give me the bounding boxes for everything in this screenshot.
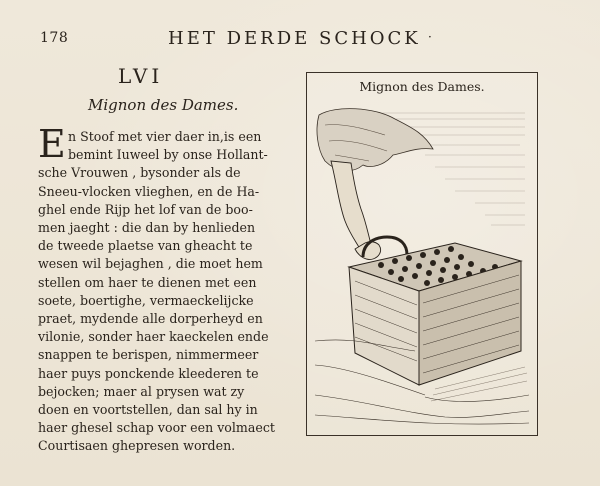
body-line: vilonie, sonder haer kaeckelen ende xyxy=(38,329,269,345)
body-line: bejocken; maer al prysen wat zy xyxy=(38,383,245,399)
body-line: n Stoof met vier daer in,is een xyxy=(68,129,262,144)
arm xyxy=(331,161,373,255)
body-line: soete, boertighe, vermaeckelijcke xyxy=(38,292,254,308)
body-line: sche Vrouwen , bysonder als de xyxy=(38,165,241,181)
engraving-figure xyxy=(306,72,538,436)
running-head-mark: · xyxy=(428,30,432,44)
body-line: bemint Iuweel by onse Hollant- xyxy=(68,147,268,163)
body-line: de tweede plaetse van gheacht te xyxy=(38,238,253,254)
figure-caption: Mignon des Dames. xyxy=(359,79,485,94)
foot-stove-engraving xyxy=(315,105,529,432)
drop-cap: E xyxy=(38,122,66,166)
body-text xyxy=(38,128,278,456)
body-line: stellen om haer te dienen met een xyxy=(38,274,257,290)
chapter-subtitle: Mignon des Dames. xyxy=(88,96,239,114)
body-line: praet, mydende alle dorperheyd en xyxy=(38,311,263,327)
body-line: snappen te berispen, nimmermeer xyxy=(38,347,259,363)
body-line: wesen wil bejaghen , die moet hem xyxy=(38,256,263,272)
running-head: HET DERDE SCHOCK xyxy=(168,28,421,49)
body-line: haer ghesel schap voor een volmaect xyxy=(38,420,275,436)
body-line: Courtisaen ghepresen worden. xyxy=(38,438,236,454)
body-line: doen en voortstellen, dan sal hy in xyxy=(38,402,258,418)
body-line: ghel ende Rijp het lof van de boo- xyxy=(38,201,253,217)
body-line: Sneeu-vlocken vlieghen, en de Ha- xyxy=(38,183,260,199)
chapter-number: LVI xyxy=(118,64,164,88)
body-line: haer puys ponckende kleederen te xyxy=(38,365,259,381)
body-line: men jaeght : die dan by henlieden xyxy=(38,220,256,236)
page-number: 178 xyxy=(40,30,69,46)
